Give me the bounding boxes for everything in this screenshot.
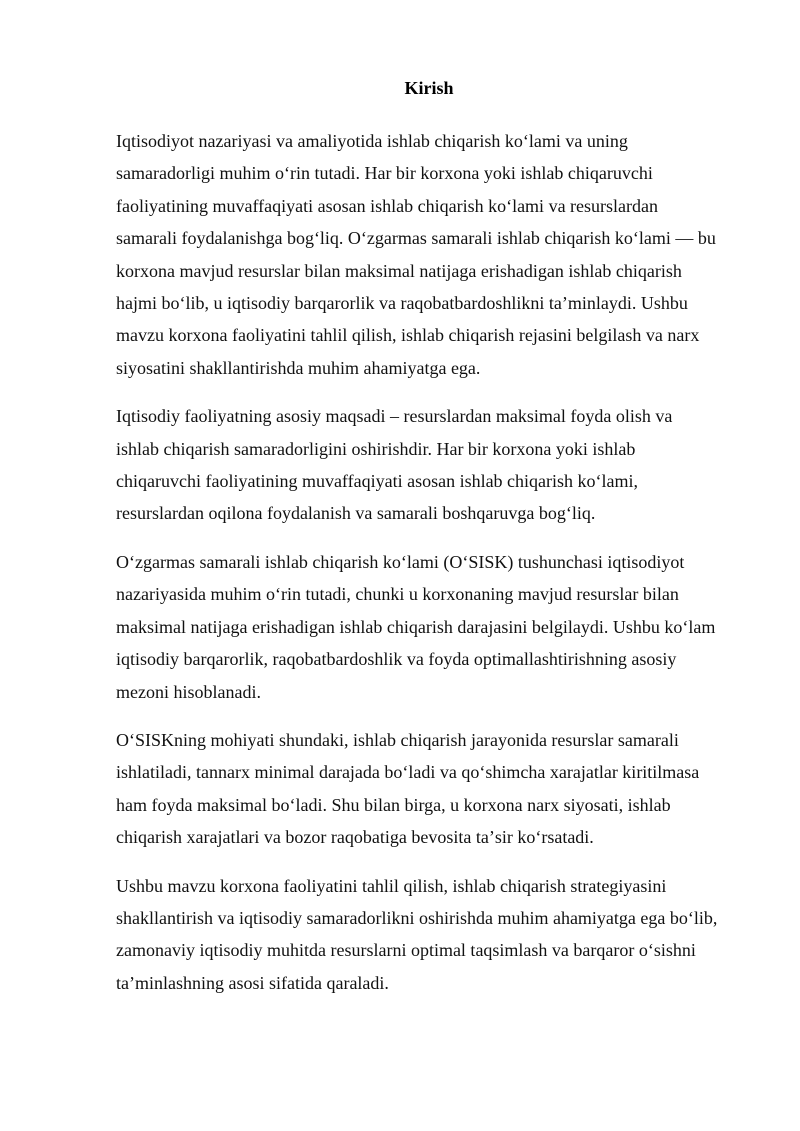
text-line: taʼminlashning asosi sifatida qaraladi. [116,972,389,993]
text-line: OʻSISKning mohiyati shundaki, ishlab chiqarish jarayonida resurslar samarali [116,729,679,750]
text-line: faoliyatining muvaffaqiyati asosan ishlab chiqarish koʻlami va resurslardan [116,195,659,216]
text-line: resurslardan oqilona foydalanish va samarali boshqaruvga bogʻliq. [116,503,596,524]
text-line: Oʻzgarmas samarali ishlab chiqarish koʻlami (OʻSISK) tushunchasi iqtisodiyot [116,551,685,572]
text-line: korxona mavjud resurslar bilan maksimal natijaga erishadigan ishlab chiqarish [116,260,682,281]
text-line: Ushbu mavzu korxona faoliyatini tahlil qilish, ishlab chiqarish strategiyasini [116,875,667,896]
text-line: chiqarish xarajatlari va bozor raqobatiga bevosita taʼsir koʻrsatadi. [116,827,594,848]
paragraph [116,400,748,530]
text-line: ishlatiladi, tannarx minimal darajada boʻladi va qoʻshimcha xarajatlar kiritilmasa [116,762,700,783]
document-body [116,125,748,1015]
text-line: nazariyasida muhim oʻrin tutadi, chunki u korxonaning mavjud resurslar bilan [116,584,679,605]
text-line: samarali foydalanishga bogʻliq. Oʻzgarmas samarali ishlab chiqarish koʻlami — bu [116,228,716,249]
text-line: maksimal natijaga erishadigan ishlab chiqarish darajasini belgilaydi. Ushbu koʻlam [116,616,716,637]
text-line: ham foyda maksimal boʻladi. Shu bilan birga, u korxona narx siyosati, ishlab [116,794,671,815]
text-line: Iqtisodiyot nazariyasi va amaliyotida ishlab chiqarish koʻlami va uning [116,131,628,151]
text-line: ishlab chiqarish samaradorligini oshirishdir. Har bir korxona yoki ishlab [116,438,636,459]
text-line: Iqtisodiy faoliyatning asosiy maqsadi – resurslardan maksimal foyda olish va [116,406,673,427]
paragraph [116,724,748,854]
text-line: siyosatini shakllantirishda muhim ahamiyatga ega. [116,357,481,378]
paragraph [116,546,748,708]
text-line: chiqaruvchi faoliyatining muvaffaqiyati asosan ishlab chiqarish koʻlami, [116,471,639,492]
text-line: mavzu korxona faoliyatini tahlil qilish, ishlab chiqarish rejasini belgilash va narx [116,325,700,346]
text-line: hajmi boʻlib, u iqtisodiy barqarorlik va raqobatbardoshlikni taʼminlaydi. Ushbu [116,293,688,314]
paragraph [116,870,748,1000]
text-line: mezoni hisoblanadi. [116,681,261,702]
text-line: samaradorligi muhim oʻrin tutadi. Har bir korxona yoki ishlab chiqaruvchi [116,163,653,184]
paragraph [116,125,748,384]
page-title: Kirish [404,78,454,98]
text-line: shakllantirish va iqtisodiy samaradorlikni oshirishda muhim ahamiyatga ega boʻlib, [116,907,718,928]
text-line: zamonaviy iqtisodiy muhitda resurslarni optimal taqsimlash va barqaror oʻsishni [116,940,696,961]
text-line: iqtisodiy barqarorlik, raqobatbardoshlik va foyda optimallashtirishning asosiy [116,649,677,670]
